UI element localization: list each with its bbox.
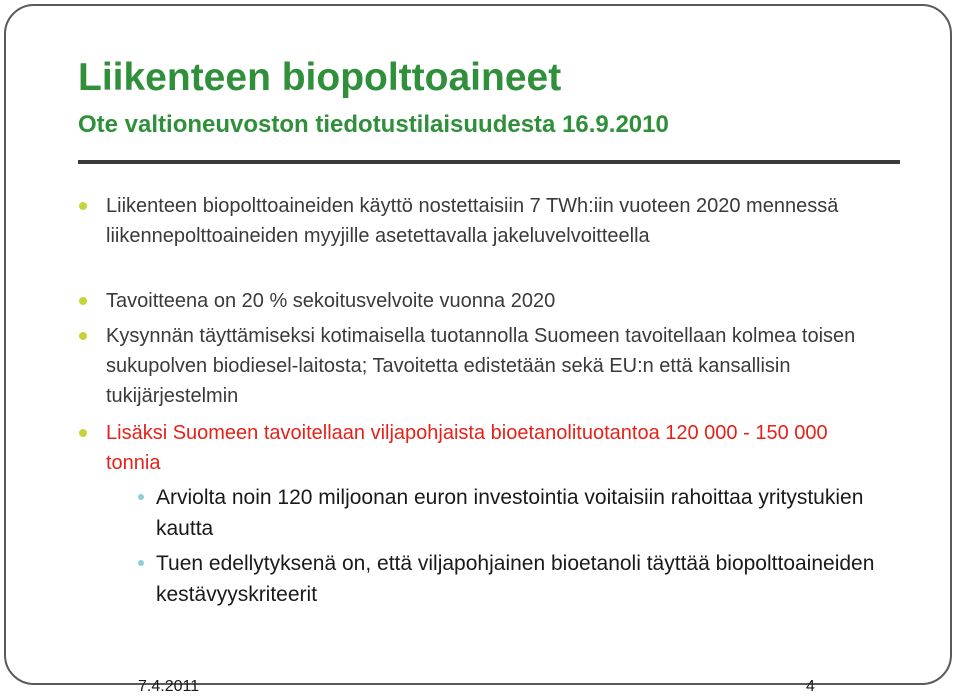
bullet-item	[106, 191, 896, 251]
bullet-text: Tavoitteena on 20 % sekoitusvelvoite vuonna 2020	[106, 290, 556, 312]
sub-bullet-dot-icon	[138, 494, 144, 500]
bullet-text: Lisäksi Suomeen tavoitellaan viljapohjaista bioetanolituotantoa 120 000 - 150 000 tonnia	[106, 422, 828, 474]
sub-bullet-item	[156, 482, 896, 544]
bullet-item	[106, 321, 896, 411]
bullet-dot-icon	[79, 297, 87, 305]
bullet-text: Kysynnän täyttämiseksi kotimaisella tuotannolla Suomeen tavoitellaan kolmea toisen sukupolven biodiesel-laitosta; Tavoitetta edistetään sekä EU:n että kansallisin tukijärjestelmin	[106, 325, 856, 407]
bullet-dot-icon	[79, 202, 87, 210]
bullet-dot-icon	[79, 332, 87, 340]
bullet-item	[106, 286, 896, 316]
bullet-item-highlight	[106, 418, 866, 478]
page-number: 4	[806, 678, 815, 695]
title-divider	[78, 160, 900, 164]
sub-bullet-text: Tuen edellytyksenä on, että viljapohjainen bioetanoli täyttää biopolttoaineiden kestävyyskriteerit	[156, 552, 875, 606]
sub-bullet-item	[156, 548, 896, 610]
sub-bullet-text: Arviolta noin 120 miljoonan euron investointia voitaisiin rahoittaa yritystukien kautta	[156, 486, 864, 540]
bullet-text: Liikenteen biopolttoaineiden käyttö nostettaisiin 7 TWh:iin vuoteen 2020 mennessä liikennepolttoaineiden myyjille asetettavalla jakeluvelvoitteella	[106, 195, 839, 247]
footer-date: 7.4.2011	[138, 678, 200, 695]
bullet-dot-icon	[79, 429, 87, 437]
slide-subtitle: Ote valtioneuvoston tiedotustilaisuudesta 16.9.2010	[78, 111, 669, 138]
slide-title: Liikenteen biopolttoaineet	[78, 56, 562, 99]
sub-bullet-dot-icon	[138, 560, 144, 566]
